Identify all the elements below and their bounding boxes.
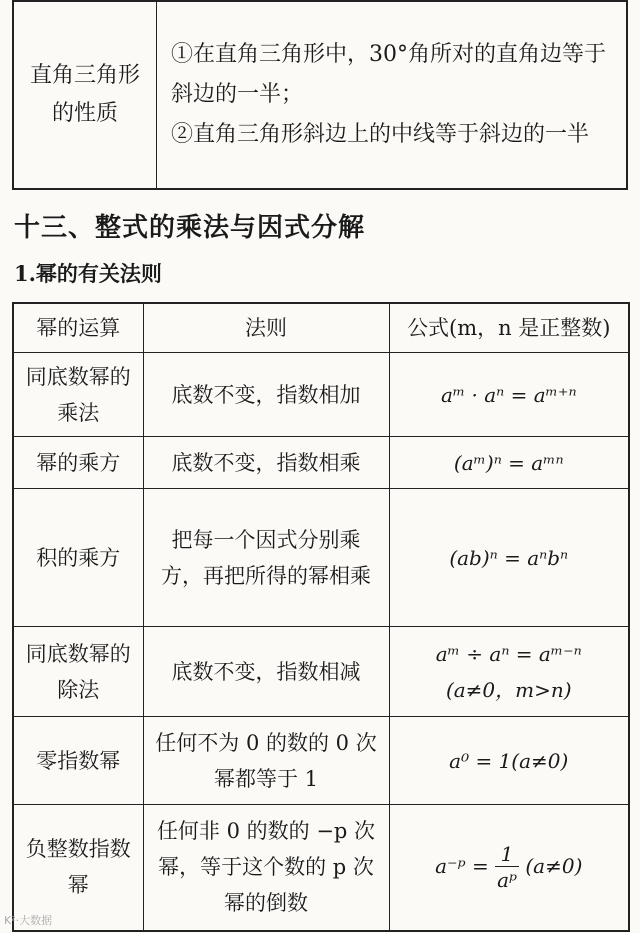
formula-left: a⁻ᵖ = — [435, 853, 489, 878]
properties-content — [157, 1, 628, 189]
row-rule: 底数不变，指数相减 — [143, 627, 389, 717]
fraction-denominator: aᵖ — [497, 867, 517, 892]
row-rule: 底数不变，指数相加 — [143, 353, 389, 437]
row-formula: aᵐ · aⁿ = aᵐ⁺ⁿ — [389, 353, 629, 437]
row-op: 积的乘方 — [13, 489, 143, 627]
row-formula: (ab)ⁿ = aⁿbⁿ — [389, 489, 629, 627]
row-op: 幂的乘方 — [13, 437, 143, 489]
row-op: 同底数幂的乘法 — [13, 353, 143, 437]
fraction — [495, 842, 519, 893]
table-header-row — [13, 303, 629, 353]
watermark: K²·大数据 — [4, 914, 53, 927]
table-row — [13, 489, 629, 627]
header-operation: 幂的运算 — [13, 303, 143, 353]
section-title: 十三、整式的乘法与因式分解 — [14, 213, 366, 243]
row-formula: (aᵐ)ⁿ = aᵐⁿ — [389, 437, 629, 489]
triangle-properties-box — [12, 0, 628, 190]
row-rule: 把每一个因式分别乘方，再把所得的幂相乘 — [143, 489, 389, 627]
row-formula — [389, 627, 629, 717]
property-2: ②直角三角形斜边上的中线等于斜边的一半 — [171, 122, 590, 147]
row-rule: 任何非 0 的数的 −p 次幂，等于这个数的 p 次幂的倒数 — [143, 805, 389, 931]
table-row — [13, 717, 629, 805]
formula-right: (a≠0) — [525, 853, 583, 878]
row-op: 同底数幂的除法 — [13, 627, 143, 717]
row-formula: a⁰ = 1(a≠0) — [389, 717, 629, 805]
header-formula: 公式(m，n 是正整数) — [389, 303, 629, 353]
table-row — [13, 437, 629, 489]
table-row — [13, 627, 629, 717]
power-rules-table — [12, 302, 630, 932]
properties-label: 直角三角形的性质 — [13, 1, 157, 189]
subsection-title: 1.幂的有关法则 — [14, 261, 162, 286]
row-rule: 任何不为 0 的数的 0 次幂都等于 1 — [143, 717, 389, 805]
header-rule: 法则 — [143, 303, 389, 353]
table-row — [13, 353, 629, 437]
table-row — [13, 805, 629, 931]
formula-line-2: (a≠0，m>n) — [445, 677, 572, 702]
formula-line-1: aᵐ ÷ aⁿ = aᵐ⁻ⁿ — [435, 641, 582, 666]
row-formula — [389, 805, 629, 931]
row-rule: 底数不变，指数相乘 — [143, 437, 389, 489]
fraction-numerator: 1 — [495, 842, 519, 867]
property-1: ①在直角三角形中，30°角所对的直角边等于斜边的一半； — [171, 42, 606, 107]
row-op: 零指数幂 — [13, 717, 143, 805]
row-op: 负整数指数幂 — [13, 805, 143, 931]
